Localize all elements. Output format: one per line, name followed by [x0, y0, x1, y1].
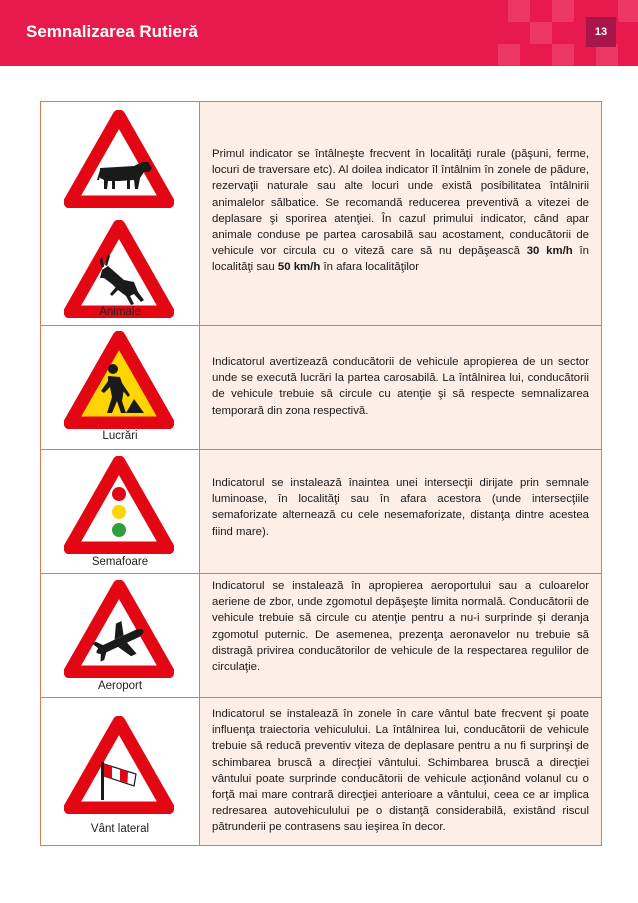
table-row [41, 102, 601, 326]
sign-label: Vânt lateral [90, 823, 150, 835]
sign-label: Aeroport [97, 680, 143, 692]
speed-limit-outside: 50 km/h [277, 261, 321, 274]
sign-cell [41, 102, 200, 325]
sign-cell [41, 574, 200, 697]
description-cell [200, 102, 601, 325]
sign-cell [41, 450, 200, 573]
description-text: Indicatorul se instalează în zonele în care vântul bate frecvent şi poate influenţa traiectoria vehiculului. La întâlnirea lui, conducătorii de vehicule trebuie să reducă preventiv viteza de deplasare pentru a nu fi surprinşi de schimbarea bruscă a direcţiei vântului. Schimbarea bruscă a direcţiei vântului poate surprinde conducătorii de vehicule acţionând volanul cu o forţă mai mare contrară direcţiei anterioare a vântului, ceea ce ar implica redresarea autovehiculului pe o distanţă considerabilă, existând riscul pătrunderii pe contrasens sau ieşirea în decor. [212, 708, 589, 834]
sign-cell [41, 326, 200, 449]
description-cell [200, 450, 601, 573]
table-row [41, 574, 601, 698]
description-cell [200, 698, 601, 845]
table-row [41, 326, 601, 450]
deer-icon [64, 220, 174, 318]
sign-label: Semafoare [91, 556, 149, 568]
cow-icon [64, 110, 174, 208]
traffic-light-icon [64, 456, 174, 554]
header-decoration [498, 0, 638, 66]
sign-cell [41, 698, 200, 845]
description-text: Indicatorul se instalează în apropierea aeroportului sau a culoarelor aeriene de zbor, unde zgomotul depăşeşte limita normală. Conducătorii de vehicule trebuie să circule cu atenţie pentru a nu-i surprinde şi deranja zgomotul puternic. De asemenea, prezenţa aeronavelor nu trebuie să distragă privirea conducătorilor de vehicule de la respectarea regulilor de circulaţie. [212, 580, 589, 674]
speed-limit-localities: 30 km/h [526, 245, 573, 258]
description-cell [200, 326, 601, 449]
description-cell [200, 574, 601, 697]
table-row [41, 698, 601, 845]
table-row [41, 450, 601, 574]
signs-table [40, 101, 602, 846]
description-text: Indicatorul avertizează conducătorii de vehicule apropierea de un sector unde se execută lucrări la partea carosabilă. La întâlnirea lui, conducătorii de vehicule trebuie să circule cu atenţie şi să respecte semnalizarea temporară din zona respectivă. [212, 356, 589, 417]
page-header [0, 0, 638, 66]
description-text: Indicatorul se instalează înaintea unei intersecţii dirijate prin semnale luminoase, în localităţi sau în afara acestora (unde intersecţiile semaforizate alternează cu cele nesemaforizate, distanţa dintre acestea fiind mare). [212, 477, 589, 538]
sign-label: Lucrări [102, 430, 138, 442]
sign-label: Animale [99, 306, 141, 318]
windsock-icon [64, 716, 174, 814]
airplane-icon [64, 580, 174, 678]
page-number: 13 [586, 17, 616, 47]
description-text: Primul indicator se întâlneşte frecvent în localităţi rurale (păşuni, ferme, locuri de traversare etc). Al doilea indicator îl întâlnim în zonele de pădure, rezervaţii naturale sau alte locuri unde există posibilitatea întâlnirii animalelor sălbatice. Se recomandă reducerea preventivă a vitezei de deplasare şi sporirea atenţiei. În cazul primului indicator, când apar animale conduse pe partea carosabilă sau acostament, conducătorii de vehicule vor circula cu o viteză care să nu depăşească 30 km/h în localităţi sau 50 km/h în afara localităţilor [212, 148, 589, 274]
page-title: Semnalizarea Rutieră [26, 22, 198, 41]
road-works-icon [64, 331, 174, 429]
